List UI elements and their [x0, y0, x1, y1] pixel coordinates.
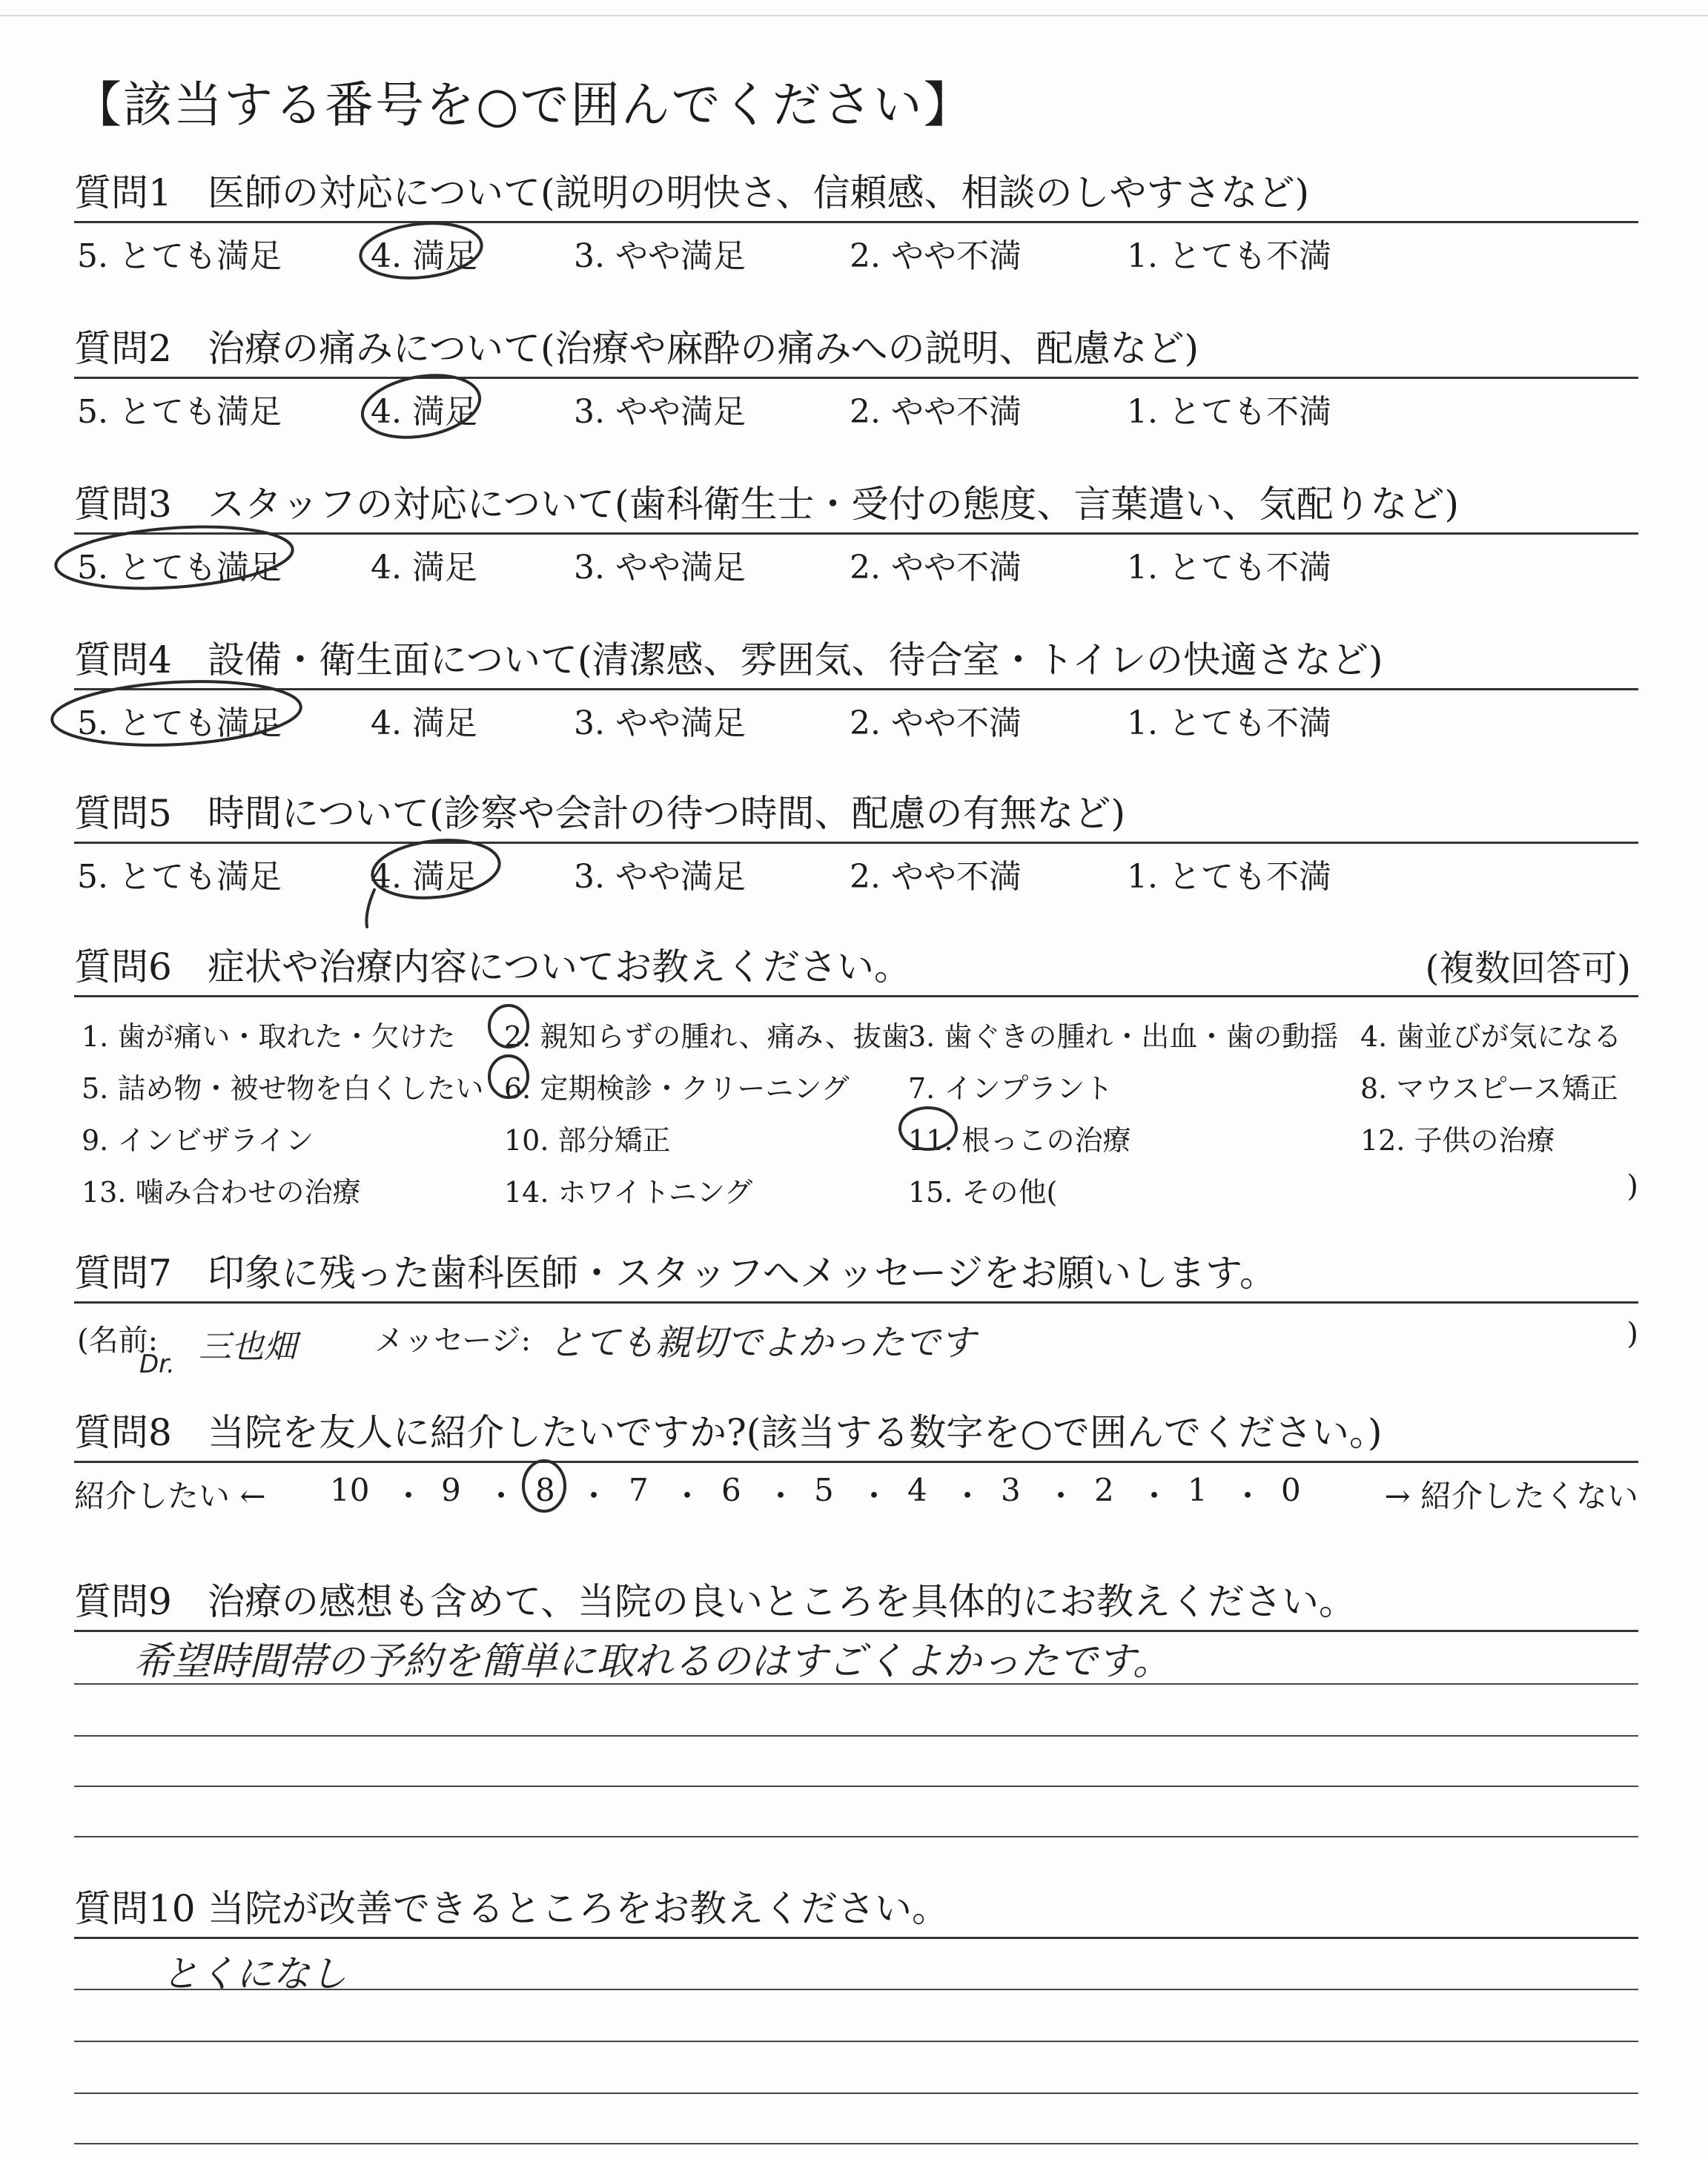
- question-3: [74, 473, 1638, 587]
- question-text: スタッフの対応について(歯科衛生士・受付の態度、言葉遣い、気配りなど): [208, 483, 1460, 526]
- question-text: 治療の痛みについて(治療や麻酔の痛みへの説明、配慮など): [208, 327, 1199, 370]
- question-header: [74, 473, 1638, 535]
- symptom-option-6[interactable]: 6. 定期検診・クリーニング: [504, 1072, 850, 1105]
- question-text: 医師の対応について(説明の明快さ、信頼感、相談のしやすさなど): [208, 171, 1310, 214]
- question-6: [74, 936, 1638, 1209]
- question-2: [74, 317, 1638, 431]
- option-5[interactable]: 5. とても満足: [77, 237, 282, 275]
- option-2[interactable]: 2. やや不満: [850, 858, 1022, 896]
- question-number: 質問4: [74, 638, 172, 681]
- rating-options: [74, 379, 1638, 431]
- option-4[interactable]: 4. 満足: [371, 393, 477, 431]
- question-header: [74, 782, 1638, 844]
- question-header: [74, 317, 1638, 379]
- question-5: [74, 782, 1638, 896]
- symptom-option-14[interactable]: 14. ホワイトニング: [504, 1176, 753, 1209]
- scale-separator: ・: [672, 1478, 704, 1514]
- scale-7[interactable]: 7: [629, 1472, 649, 1508]
- symptom-options: [74, 997, 1638, 1209]
- question-text: 治療の感想も含めて、当院の良いところを具体的にお教えください。: [208, 1580, 1356, 1623]
- answer-line: [74, 1786, 1638, 1787]
- answer-line: [74, 1836, 1638, 1837]
- question-header: [74, 629, 1638, 690]
- scale-separator: ・: [765, 1478, 797, 1514]
- option-2[interactable]: 2. やや不満: [850, 549, 1022, 587]
- option-4[interactable]: 4. 満足: [371, 549, 477, 587]
- question-10: [74, 1877, 1638, 1939]
- option-3[interactable]: 3. やや満足: [574, 393, 746, 431]
- multiple-answers-note: (複数回答可): [1425, 948, 1631, 989]
- message-answer[interactable]: とても親切でよかったです: [549, 1322, 976, 1364]
- name-label: (名前:: [77, 1324, 159, 1358]
- answer-line: [74, 2143, 1638, 2144]
- question-8: [74, 1401, 1638, 1519]
- question-number: 質問10: [74, 1887, 196, 1930]
- rating-options: [74, 690, 1638, 742]
- name-prefix: Dr.: [139, 1350, 175, 1379]
- scale-8[interactable]: 8: [535, 1472, 555, 1508]
- symptom-option-11[interactable]: 11. 根っこの治療: [908, 1124, 1131, 1157]
- other-close-paren: ): [1626, 1169, 1638, 1203]
- option-5[interactable]: 5. とても満足: [77, 393, 282, 431]
- symptom-option-9[interactable]: 9. インビザライン: [82, 1124, 314, 1157]
- symptom-option-13[interactable]: 13. 噛み合わせの治療: [82, 1176, 361, 1209]
- message-label: メッセージ:: [374, 1324, 532, 1358]
- top-border: [0, 15, 1708, 16]
- question-header: [74, 1401, 1638, 1463]
- symptom-option-5[interactable]: 5. 詰め物・被せ物を白くしたい: [82, 1072, 484, 1105]
- scale-separator: ・: [1232, 1478, 1264, 1514]
- answer-line: [74, 1735, 1638, 1737]
- option-1[interactable]: 1. とても不満: [1127, 393, 1331, 431]
- page-title: 【該当する番号を○で囲んでください】: [73, 76, 974, 133]
- question-4: [74, 629, 1638, 742]
- question-number: 質問7: [74, 1252, 172, 1295]
- symptom-option-15[interactable]: 15. その他(: [908, 1176, 1058, 1209]
- scale-left-label: 紹介したい ←: [74, 1478, 266, 1514]
- question-header: [74, 936, 1638, 997]
- option-2[interactable]: 2. やや不満: [850, 393, 1022, 431]
- option-2[interactable]: 2. やや不満: [850, 237, 1022, 275]
- option-1[interactable]: 1. とても不満: [1127, 704, 1331, 742]
- option-5[interactable]: 5. とても満足: [77, 704, 282, 742]
- scale-separator: ・: [1139, 1478, 1171, 1514]
- scale-separator: ・: [858, 1478, 890, 1514]
- question-number: 質問3: [74, 483, 172, 526]
- option-3[interactable]: 3. やや満足: [574, 704, 746, 742]
- rating-options: [74, 535, 1638, 587]
- option-5[interactable]: 5. とても満足: [77, 549, 282, 587]
- symptom-option-10[interactable]: 10. 部分矯正: [504, 1124, 671, 1157]
- rating-options: [74, 223, 1638, 275]
- option-3[interactable]: 3. やや満足: [574, 237, 746, 275]
- scale-2[interactable]: 2: [1094, 1472, 1114, 1508]
- option-5[interactable]: 5. とても満足: [77, 858, 282, 896]
- scale-4[interactable]: 4: [907, 1472, 927, 1508]
- question-number: 質問5: [74, 792, 172, 835]
- answer-line: [74, 1683, 1638, 1685]
- symptom-option-7[interactable]: 7. インプラント: [908, 1072, 1113, 1105]
- improvement-answer[interactable]: とくになし: [162, 1952, 347, 1995]
- answer-line: [74, 2041, 1638, 2042]
- answer-line: [74, 1989, 1638, 1990]
- symptom-option-4[interactable]: 4. 歯並びが気になる: [1360, 1020, 1622, 1053]
- question-header: [74, 1242, 1638, 1304]
- symptom-option-1[interactable]: 1. 歯が痛い・取れた・欠けた: [82, 1020, 456, 1053]
- scale-0[interactable]: 0: [1281, 1472, 1301, 1508]
- question-number: 質問8: [74, 1411, 172, 1454]
- option-1[interactable]: 1. とても不満: [1127, 237, 1331, 275]
- option-3[interactable]: 3. やや満足: [574, 858, 746, 896]
- answer-line: [74, 2093, 1638, 2094]
- question-9: [74, 1571, 1638, 1632]
- question-number: 質問9: [74, 1580, 172, 1623]
- scale-right-label: → 紹介したくない: [1384, 1478, 1638, 1514]
- option-1[interactable]: 1. とても不満: [1127, 549, 1331, 587]
- option-2[interactable]: 2. やや不満: [850, 704, 1022, 742]
- scale-6[interactable]: 6: [721, 1472, 741, 1508]
- question-text: 印象に残った歯科医師・スタッフへメッセージをお願いします。: [208, 1252, 1277, 1295]
- scale-10[interactable]: 10: [330, 1472, 370, 1508]
- question-text: 当院が改善できるところをお教えください。: [208, 1887, 949, 1930]
- question-text: 設備・衛生面について(清潔感、雰囲気、待合室・トイレの快適さなど): [208, 638, 1383, 681]
- scale-separator: ・: [486, 1478, 517, 1514]
- question-header: [74, 162, 1638, 223]
- scale-5[interactable]: 5: [814, 1472, 834, 1508]
- symptom-option-12[interactable]: 12. 子供の治療: [1360, 1124, 1555, 1157]
- question-text: 当院を友人に紹介したいですか?(該当する数字を○で囲んでください。): [208, 1411, 1383, 1454]
- scale-separator: ・: [393, 1478, 425, 1514]
- question-header: [74, 1877, 1638, 1939]
- option-4[interactable]: 4. 満足: [371, 858, 477, 896]
- scale-1[interactable]: 1: [1188, 1472, 1208, 1508]
- question-1: [74, 162, 1638, 275]
- scale-separator: ・: [952, 1478, 984, 1514]
- option-1[interactable]: 1. とても不満: [1127, 858, 1331, 896]
- scale-separator: ・: [1045, 1478, 1077, 1514]
- good-points-answer[interactable]: 希望時間帯の予約を簡単に取れるのはすごくよかったです。: [133, 1639, 1171, 1684]
- question-text: 時間について(診察や会計の待つ時間、配慮の有無など): [208, 792, 1126, 835]
- question-number: 質問2: [74, 327, 172, 370]
- rating-options: [74, 844, 1638, 896]
- symptom-option-8[interactable]: 8. マウスピース矯正: [1360, 1072, 1618, 1105]
- recommend-scale: [74, 1463, 1638, 1519]
- symptom-option-2[interactable]: 2. 親知らずの腫れ、痛み、抜歯: [504, 1020, 910, 1053]
- scale-9[interactable]: 9: [441, 1472, 461, 1508]
- option-3[interactable]: 3. やや満足: [574, 549, 746, 587]
- scale-separator: ・: [578, 1478, 610, 1514]
- question-text: 症状や治療内容についてお教えください。: [208, 945, 911, 988]
- scale-3[interactable]: 3: [1001, 1472, 1021, 1508]
- message-close-paren: ): [1626, 1317, 1638, 1351]
- question-number: 質問1: [74, 171, 172, 214]
- symptom-option-3[interactable]: 3. 歯ぐきの腫れ・出血・歯の動揺: [908, 1020, 1339, 1053]
- name-answer[interactable]: 三也畑: [199, 1328, 297, 1366]
- option-4[interactable]: 4. 満足: [371, 237, 477, 275]
- option-4[interactable]: 4. 満足: [371, 704, 477, 742]
- question-header: [74, 1571, 1638, 1632]
- question-number: 質問6: [74, 945, 172, 988]
